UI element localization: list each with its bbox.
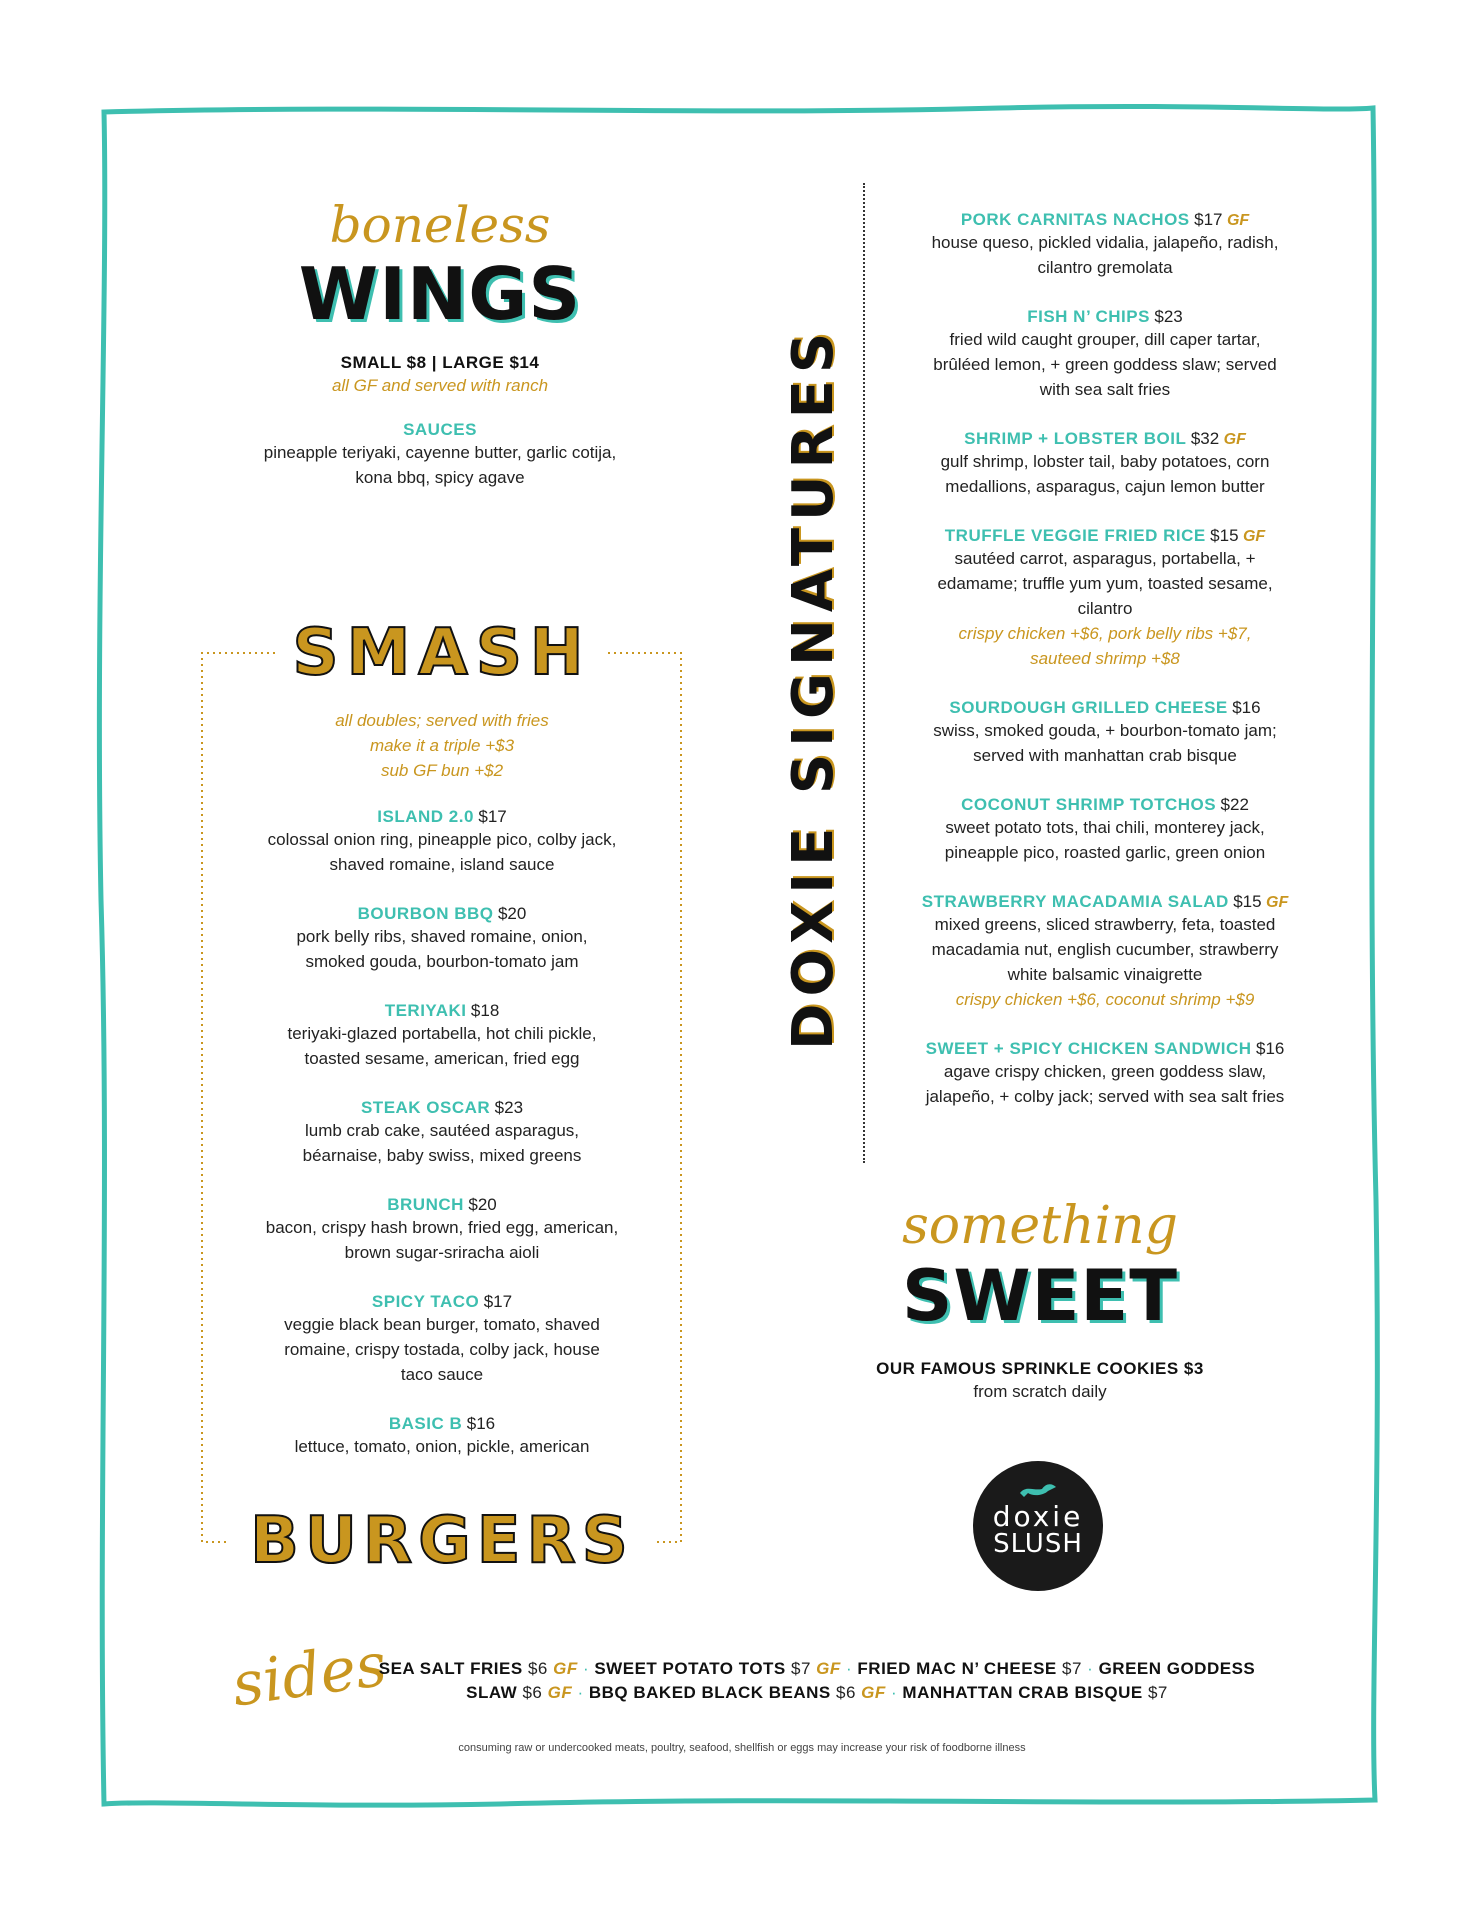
side-name: BBQ BAKED BLACK BEANS bbox=[588, 1683, 831, 1702]
list-item bbox=[880, 795, 1330, 865]
smash-note: all doubles; served with fries bbox=[335, 711, 549, 730]
gf-badge: GF bbox=[547, 1683, 573, 1702]
item-name: SPICY TACO bbox=[371, 1292, 480, 1311]
gf-badge: GF bbox=[553, 1659, 578, 1678]
item-name: SHRIMP + LOBSTER BOIL bbox=[964, 429, 1187, 448]
wings-note: all GF and served with ranch bbox=[331, 376, 549, 395]
list-item bbox=[880, 429, 1330, 499]
gf-badge: GF bbox=[1223, 431, 1246, 448]
item-price: $15 bbox=[1210, 526, 1239, 545]
item-desc: house queso, pickled vidalia, jalapeño, radish, bbox=[931, 233, 1279, 252]
burgers-title: BURGERS bbox=[250, 1504, 634, 1578]
list-item bbox=[222, 1001, 662, 1071]
item-price: $18 bbox=[470, 1001, 500, 1020]
list-item bbox=[222, 904, 662, 974]
vertical-divider bbox=[863, 183, 865, 1163]
logo-line2: SLUSH bbox=[993, 1529, 1083, 1559]
list-item bbox=[880, 698, 1330, 768]
dog-icon bbox=[1018, 1479, 1058, 1499]
list-item bbox=[222, 1098, 662, 1168]
item-desc: brûléed lemon, + green goddess slaw; served bbox=[933, 355, 1277, 374]
sauces-label: SAUCES bbox=[403, 420, 477, 439]
item-name: ISLAND 2.0 bbox=[377, 807, 474, 826]
separator: · bbox=[846, 1659, 853, 1678]
smash-title: SMASH bbox=[292, 616, 592, 690]
item-desc: sautéed carrot, asparagus, portabella, + bbox=[954, 549, 1256, 568]
item-name: SWEET + SPICY CHICKEN SANDWICH bbox=[925, 1039, 1252, 1058]
separator: · bbox=[1087, 1659, 1094, 1678]
item-desc: veggie black bean burger, tomato, shaved bbox=[284, 1315, 600, 1334]
side-price: $6 bbox=[527, 1659, 548, 1678]
item-name: TERIYAKI bbox=[384, 1001, 467, 1020]
item-name: PORK CARNITAS NACHOS bbox=[960, 210, 1190, 229]
gf-badge: GF bbox=[1242, 528, 1266, 545]
item-desc: pork belly ribs, shaved romaine, onion, bbox=[296, 927, 588, 946]
smash-note: make it a triple +$3 bbox=[369, 736, 515, 755]
sweet-item: OUR FAMOUS SPRINKLE COOKIES $3 bbox=[876, 1359, 1204, 1378]
item-addons: sauteed shrimp +$8 bbox=[1030, 649, 1180, 668]
item-price: $32 bbox=[1190, 429, 1220, 448]
sweet-title: SWEET bbox=[901, 1255, 1178, 1337]
item-desc: taco sauce bbox=[400, 1365, 484, 1384]
item-desc: romaine, crispy tostada, colby jack, house bbox=[284, 1340, 600, 1359]
item-price: $23 bbox=[494, 1098, 524, 1117]
list-item bbox=[880, 526, 1330, 671]
item-desc: béarnaise, baby swiss, mixed greens bbox=[302, 1146, 582, 1165]
list-item bbox=[880, 210, 1330, 280]
item-price: $15 bbox=[1233, 892, 1262, 911]
item-desc: teriyaki-glazed portabella, hot chili pickle, bbox=[287, 1024, 597, 1043]
item-desc: brown sugar-sriracha aioli bbox=[344, 1243, 540, 1262]
sweet-note: from scratch daily bbox=[973, 1382, 1107, 1401]
item-desc: jalapeño, + colby jack; served with sea salt fries bbox=[925, 1087, 1285, 1106]
sweet-section bbox=[830, 1195, 1250, 1404]
side-item bbox=[379, 1659, 578, 1678]
gf-badge: GF bbox=[816, 1659, 841, 1678]
item-price: $17 bbox=[483, 1292, 513, 1311]
item-name: BOURBON BBQ bbox=[357, 904, 494, 923]
item-desc: swiss, smoked gouda, + bourbon-tomato jam; bbox=[933, 721, 1277, 740]
item-price: $20 bbox=[497, 904, 527, 923]
list-item bbox=[222, 1195, 662, 1265]
item-price: $16 bbox=[1256, 1039, 1285, 1058]
wings-section bbox=[230, 195, 650, 490]
item-price: $22 bbox=[1220, 795, 1249, 814]
item-desc: macadamia nut, english cucumber, strawberry bbox=[931, 940, 1279, 959]
item-addons: crispy chicken +$6, coconut shrimp +$9 bbox=[955, 990, 1255, 1009]
item-name: STEAK OSCAR bbox=[360, 1098, 491, 1117]
item-desc: medallions, asparagus, cajun lemon butter bbox=[945, 477, 1265, 496]
item-desc: lettuce, tomato, onion, pickle, american bbox=[294, 1437, 590, 1456]
item-price: $20 bbox=[468, 1195, 497, 1214]
item-desc: with sea salt fries bbox=[1039, 380, 1171, 399]
list-item bbox=[880, 892, 1330, 1012]
side-item bbox=[589, 1683, 886, 1702]
side-price: $7 bbox=[791, 1659, 811, 1678]
sauces-line: kona bbq, spicy agave bbox=[355, 468, 525, 487]
side-name: SWEET POTATO TOTS bbox=[594, 1659, 786, 1678]
item-name: FISH N’ CHIPS bbox=[1027, 307, 1150, 326]
side-name: MANHATTAN CRAB BISQUE bbox=[902, 1683, 1143, 1702]
wings-title: WINGS bbox=[298, 252, 582, 336]
item-desc: fried wild caught grouper, dill caper tartar, bbox=[949, 330, 1261, 349]
smash-notes bbox=[232, 708, 652, 783]
list-item bbox=[222, 1292, 662, 1387]
item-desc: lumb crab cake, sautéed asparagus, bbox=[304, 1121, 580, 1140]
separator: · bbox=[582, 1659, 590, 1678]
sweet-script-title: something bbox=[902, 1196, 1178, 1256]
separator: · bbox=[891, 1683, 898, 1702]
side-name: GREEN GODDESS SLAW bbox=[466, 1659, 1256, 1702]
signatures-list bbox=[880, 210, 1330, 1136]
gf-badge: GF bbox=[1266, 894, 1289, 911]
item-desc: edamame; truffle yum yum, toasted sesame, bbox=[937, 574, 1273, 593]
sides-list bbox=[372, 1657, 1262, 1705]
side-price: $6 bbox=[522, 1683, 543, 1702]
smash-note: sub GF bun +$2 bbox=[380, 761, 504, 780]
signatures-title: DOXIE SIGNATURES bbox=[781, 325, 846, 1050]
side-item bbox=[594, 1659, 840, 1678]
item-desc: served with manhattan crab bisque bbox=[973, 746, 1237, 765]
item-addons: crispy chicken +$6, pork belly ribs +$7, bbox=[958, 624, 1252, 643]
side-item bbox=[902, 1683, 1167, 1702]
item-price: $16 bbox=[1232, 698, 1261, 717]
wings-sizes: SMALL $8 | LARGE $14 bbox=[340, 353, 540, 372]
disclaimer: consuming raw or undercooked meats, poultry, seafood, shellfish or eggs may increase your risk of foodborne illness bbox=[458, 1742, 1026, 1754]
item-price: $23 bbox=[1154, 307, 1183, 326]
item-name: SOURDOUGH GRILLED CHEESE bbox=[949, 698, 1228, 717]
item-name: TRUFFLE VEGGIE FRIED RICE bbox=[944, 526, 1206, 545]
item-desc: pineapple pico, roasted garlic, green onion bbox=[944, 843, 1266, 862]
item-desc: gulf shrimp, lobster tail, baby potatoes, corn bbox=[940, 452, 1270, 471]
side-price: $7 bbox=[1062, 1659, 1082, 1678]
list-item bbox=[222, 1414, 662, 1459]
item-desc: shaved romaine, island sauce bbox=[329, 855, 555, 874]
gf-badge: GF bbox=[1226, 212, 1250, 229]
item-name: BRUNCH bbox=[387, 1195, 464, 1214]
item-desc: bacon, crispy hash brown, fried egg, american, bbox=[265, 1218, 619, 1237]
item-name: BASIC B bbox=[388, 1414, 463, 1433]
separator: · bbox=[577, 1683, 584, 1702]
list-item bbox=[880, 307, 1330, 402]
sauces-line: pineapple teriyaki, cayenne butter, garlic cotija, bbox=[263, 443, 617, 462]
list-item bbox=[880, 1039, 1330, 1109]
side-price: $7 bbox=[1147, 1683, 1168, 1702]
item-desc: toasted sesame, american, fried egg bbox=[304, 1049, 580, 1068]
item-name: COCONUT SHRIMP TOTCHOS bbox=[961, 795, 1217, 814]
item-desc: cilantro bbox=[1077, 599, 1133, 618]
item-desc: mixed greens, sliced strawberry, feta, toasted bbox=[934, 915, 1276, 934]
item-price: $17 bbox=[1194, 210, 1223, 229]
side-price: $6 bbox=[836, 1683, 856, 1702]
item-desc: sweet potato tots, thai chili, monterey jack, bbox=[945, 818, 1265, 837]
side-name: SEA SALT FRIES bbox=[378, 1659, 523, 1678]
gf-badge: GF bbox=[861, 1683, 886, 1702]
list-item bbox=[222, 807, 662, 877]
sides-script-title: sides bbox=[227, 1629, 391, 1721]
side-item bbox=[857, 1659, 1082, 1678]
wings-script-title: boneless bbox=[329, 196, 551, 254]
item-desc: white balsamic vinaigrette bbox=[1007, 965, 1203, 984]
item-desc: cilantro gremolata bbox=[1037, 258, 1173, 277]
item-price: $17 bbox=[478, 807, 507, 826]
item-price: $16 bbox=[466, 1414, 496, 1433]
item-name: STRAWBERRY MACADAMIA SALAD bbox=[921, 892, 1229, 911]
item-desc: colossal onion ring, pineapple pico, colby jack, bbox=[267, 830, 617, 849]
doxie-slush-logo bbox=[973, 1461, 1103, 1591]
burger-list bbox=[222, 807, 662, 1486]
item-desc: agave crispy chicken, green goddess slaw, bbox=[943, 1062, 1267, 1081]
item-desc: smoked gouda, bourbon-tomato jam bbox=[305, 952, 579, 971]
side-name: FRIED MAC N’ CHEESE bbox=[857, 1659, 1057, 1678]
logo-line1: doxie bbox=[992, 1500, 1084, 1533]
